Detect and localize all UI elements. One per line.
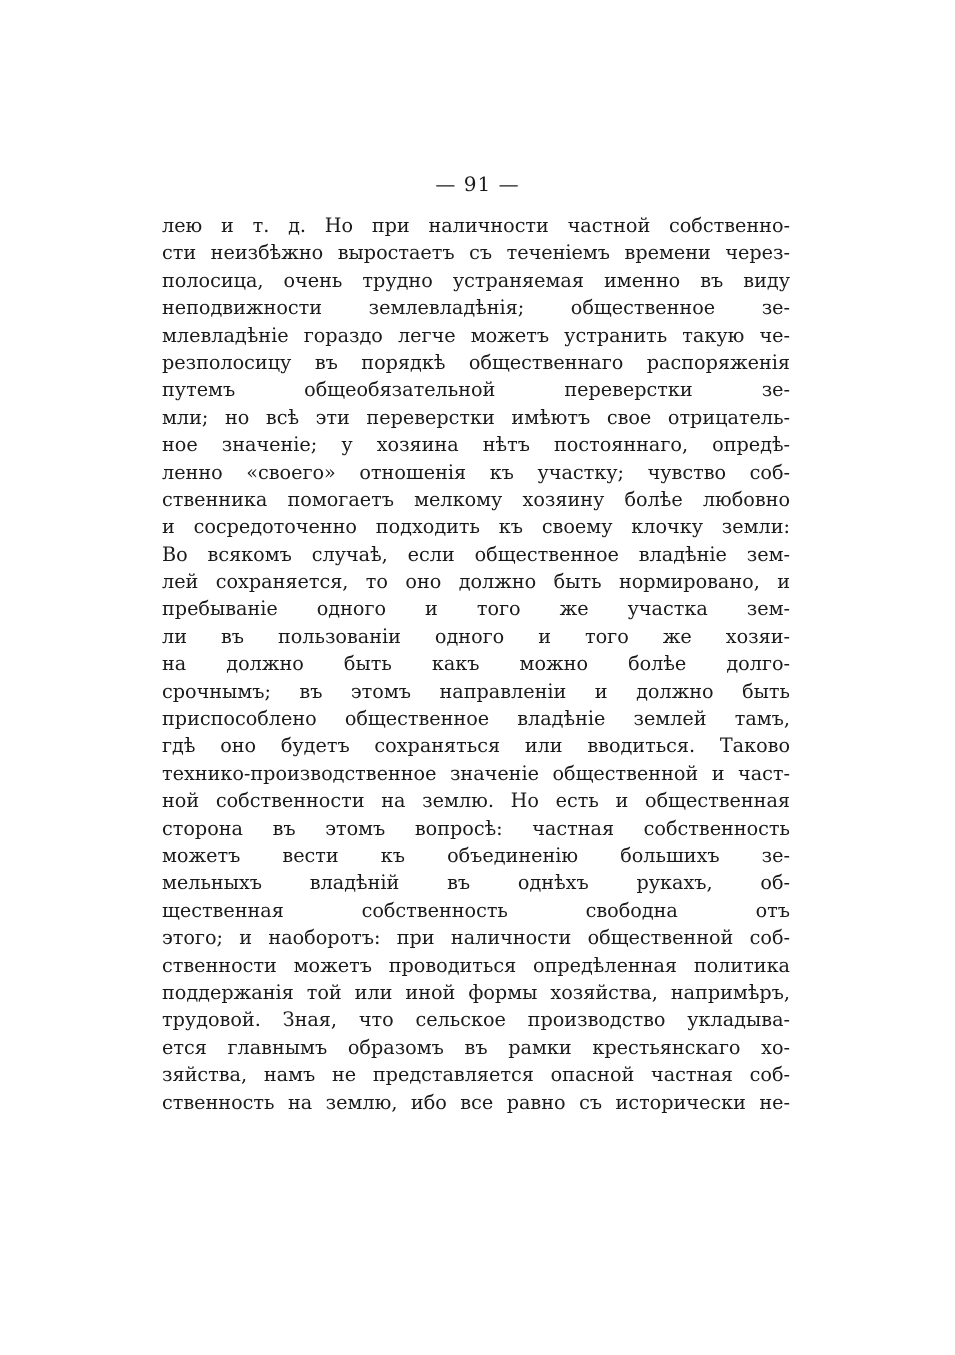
text-line: ственность на землю, ибо все равно съ исторически не- <box>162 1090 790 1114</box>
text-line: ленно «своего» отношенія къ участку; чувство соб- <box>162 460 790 484</box>
text-line: можетъ вести къ объединенію большихъ зе- <box>162 843 790 867</box>
text-line: сторона въ этомъ вопросѣ: частная собственность <box>162 816 790 840</box>
text-line: полосица, очень трудно устраняемая именно въ виду <box>162 268 790 292</box>
text-line: этого; и наоборотъ: при наличности общественной соб- <box>162 926 790 950</box>
text-line: срочнымъ; въ этомъ направленіи и должно быть <box>162 679 790 703</box>
text-line: ется главнымъ образомъ въ рамки крестьянскаго хо- <box>162 1035 790 1059</box>
text-line: пребываніе одного и того же участка зем- <box>162 597 790 621</box>
text-line: ли въ пользованіи одного и того же хозяи- <box>162 624 790 648</box>
text-line: гдѣ оно будетъ сохраняться или вводиться. Таково <box>162 734 790 758</box>
text-line: мли; но всѣ эти переверстки имѣютъ свое отрицатель- <box>162 405 790 429</box>
text-line: лей сохраняется, то оно должно быть нормировано, и <box>162 570 790 594</box>
text-line: технико-производственное значеніе общественной и част- <box>162 761 790 785</box>
text-line: зяйства, намъ не представляется опасной частная соб- <box>162 1063 790 1087</box>
text-line: мельныхъ владѣній въ однѣхъ рукахъ, об- <box>162 871 790 895</box>
body-text <box>162 212 790 1116</box>
text-line: млевладѣніе гораздо легче можетъ устранить такую че- <box>162 323 790 347</box>
text-line: ственности можетъ проводиться опредѣленная политика <box>162 953 790 977</box>
text-line: приспособлено общественное владѣніе землей тамъ, <box>162 707 790 731</box>
text-line: поддержанія той или иной формы хозяйства, напримѣръ, <box>162 980 790 1004</box>
text-line: сти неизбѣжно выростаетъ съ теченіемъ времени через- <box>162 241 790 265</box>
text-line: ной собственности на землю. Но есть и общественная <box>162 789 790 813</box>
text-line: лею и т. д. Но при наличности частной собственно- <box>162 214 790 237</box>
text-line: путемъ общеобязательной переверстки зе- <box>162 378 790 402</box>
text-line: резполосицу въ порядкѣ общественнаго распоряженія <box>162 350 790 374</box>
text-line: трудовой. Зная, что сельское производство укладыва- <box>162 1008 790 1032</box>
text-line: щественная собственность свободна отъ <box>162 898 790 922</box>
text-line: на должно быть какъ можно болѣе долго- <box>162 652 790 676</box>
text-line: Во всякомъ случаѣ, если общественное владѣніе зем- <box>162 542 790 566</box>
page-number: — 91 — <box>435 172 520 196</box>
text-line: ное значеніе; у хозяина нѣтъ постояннаго, опредѣ- <box>162 433 790 457</box>
text-line: неподвижности землевладѣнія; общественное зе- <box>162 296 790 320</box>
text-line: и сосредоточенно подходить къ своему клочку земли: <box>162 515 790 539</box>
text-line: ственника помогаетъ мелкому хозяину болѣе любовно <box>162 487 790 511</box>
